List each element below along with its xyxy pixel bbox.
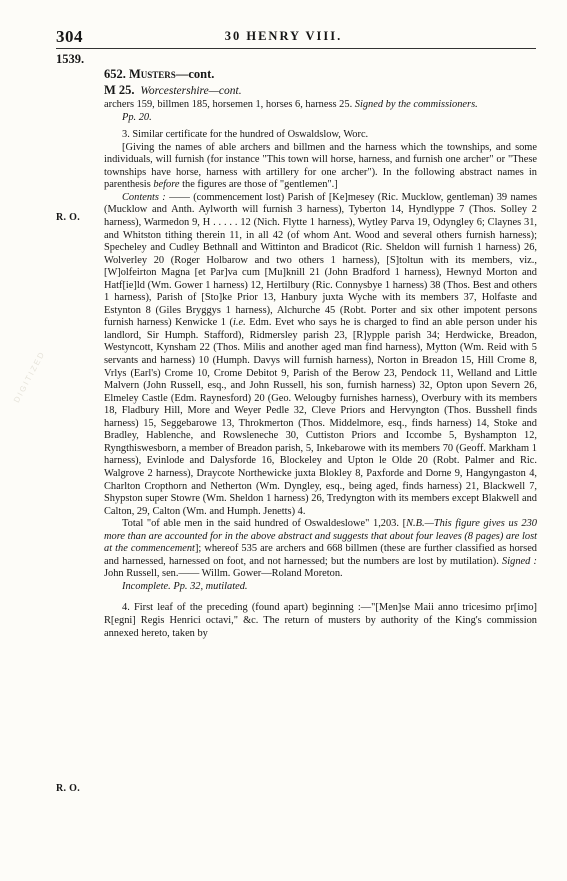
header-rule (56, 48, 536, 49)
paragraph-archers (104, 99, 537, 112)
total-text-b: ]; whereof 535 are archers and 668 billmen (these are further classified as horsed and harnessed, harnessed on foot, and not harnessed; but the numbers are lost by mutilation). (104, 543, 537, 567)
running-head: 30 HENRY VIII. (224, 29, 343, 43)
margin-note-ro-2: R. O. (56, 783, 80, 794)
pages-20: Pp. 20. (122, 111, 152, 123)
signed-label: Signed : (502, 555, 537, 567)
contents-text: —— (commencement lost) Parish of [Ke]mesey (Ric. Mucklow, gentleman) 39 names (Mucklow and Anth. Aylworth will furnish 3 harness), Tyberton 14, Hyndlyppe 7 (Thos. Solley 2 harness), Warmedon 9, H . . . . . 12 (Nich. Flytte 1 harness), Wytley Parva 19, Odyngley 6; Claynes 31, and Whitston tithing therein 11, in all 42 (of whom Ant. Wood and several others furnish harness); Specheley and Cudley Bethnall and Wittinton and Bradicot (Ric. Sheldon will furnish 1 harness) 26, Wolverley 20 (Roger Holbarow and two others 1 harness), [S]toltun with its members, viz., [W]olfeirton Magna [et Par]va cum [Mu]knill 21 (John Bradford 1 harness), Hewnyd Morton and Hatf[ie]ld (Wm. Gower 1 harness) 12, Hertilbury (Ric. Connysbye 1 harness) 38 (Thos. Best and others 1 harness), Parish of [Sto]ke Prior 13, Hanbury juxta Wyche with its members 37, Holfaste and Estynton 8 (Giles Bryggys 1 harness), Alchurche 45 (Robt. Porter and six other impotent persons furnish harness) Kenwicke 1 ( (104, 191, 537, 329)
section-title: Musters (129, 67, 176, 81)
note-text-c: the figures are those of "gentlemen".] (179, 179, 338, 191)
signed-commissioners: Signed by the commissioners. (354, 99, 478, 111)
archers-text: archers 159, billmen 185, horsemen 1, horses 6, harness 25. (104, 99, 353, 111)
editorial-note (104, 142, 537, 192)
signatories: John Russell, sen.—— Willm. Gower—Roland Moreton. (104, 568, 343, 580)
nb-note: N.B.—This figure gives us 230 more than are accounted for in the above abstract and suggests that about four leaves (8 pages) are lost at the commencement (104, 518, 537, 555)
section-title-suffix: —cont. (175, 67, 215, 81)
year-label: 1539. (56, 52, 85, 66)
contents-text-rest: Edm. Evet who says he is charged to find an able person under his landlord, Sir Humph. Stafford), Ridmersley parish 23, [R]ypple parish 34; Herdwicke, Breadon, Westyncott, Kynsham 22 (Thos. Milis and another aged man find harness), Mytton (Wm. Reid with 5 servants and harness) 10 (Humph. Davys will furnish harness), Norton in Breadon 15, Hill Crome 8, Vrlys (Earl's) Crome 10, Crome Debitot 9, Parish of the Berow 23, Pendock 11, Welland and Little Malvern (John Russell, esq., and John Russell, his son, furnish harness) 32, Opton upon Severn 26, Elmeley Castle (Edm. Raynesford) 20 (Geo. Welougby furnishes harness), Overbury with its members 18, Fladbury Hill, More and Weyer Pedle 32, Cleve Priors and Hervyngton (Thos. Busshell finds harness) 15, Seggebarowe 13, Throkmerton (Thos. Middelmore, esq., finds harness) 14, Stoke and Bradley, Hablenche, and Rowsleneche 30, Cuttiston Priors and Iccombe 5, Byshampton 12, Ryngthiswesborn, a member of Breadon parish, 5, Inkebarowe with its members 70 (Geoff. Markham 1 harness), Evinlode and Dalysforde 16, Blockeley and Upton le Olde 20 (Robt. Palmer and Ric. Walgrove 2 harness), Draycote Northewicke juxta Blokley 8, Paxforde and Dorne 9, Hangyngaston 4, Charlton Cropthorn and Netherton (Wm. Dyngley, esq., being aged, finds harness) 21, Blackwell 7, Shypston super Stowre (Wm. Sheldon 1 harness) 26, Tredyngton with its members except Blakwell and Calton, 29, Calton (Wm. and Humph. Jenetts) 4. (104, 317, 537, 517)
sub-title: Worcestershire (140, 84, 209, 97)
sub-number: M 25. (104, 82, 135, 97)
incomplete-note (104, 581, 537, 594)
item-3-heading: 3. Similar certificate for the hundred of Oswaldslow, Worc. (122, 129, 369, 141)
contents-ie: i.e. (232, 317, 246, 329)
margin-note-ro-1: R. O. (56, 212, 80, 223)
incomplete-text: Incomplete. Pp. 32, mutilated. (122, 580, 248, 592)
contents-paragraph (104, 192, 537, 518)
section-number: 652. (104, 67, 126, 81)
pages-note-1 (104, 112, 537, 125)
main-text (104, 68, 537, 640)
sub-heading (104, 84, 537, 98)
spacer (104, 593, 537, 602)
page-number: 304 (56, 27, 83, 46)
total-text: Total "of able men in the said hundred of Oswaldeslowe" 1,203. [ (122, 518, 407, 530)
item-4-paragraph: 4. First leaf of the preceding (found apart) beginning :—"[Men]se Maii anno tricesimo pr[imo] R[egni] Regis Henrici octavi," &c. The return of musters by authority of the King's commission annexed hereto, taken by (104, 602, 537, 639)
note-text-a: [Giving the names of able archers and billmen and the harness which the townships, and some individuals, will furnish (for instance "This town will horse, harness, and furnish one archer" or "These townships have horse, harness with artillery for one archer"). In the following abstract names in parenthesis (104, 141, 537, 191)
sub-title-suffix: —cont. (208, 84, 242, 97)
contents-label: Contents : (122, 191, 166, 203)
watermark: DIGITIZED (12, 349, 47, 405)
total-paragraph (104, 518, 537, 581)
section-heading (104, 68, 537, 81)
note-text-before: before (153, 179, 180, 191)
